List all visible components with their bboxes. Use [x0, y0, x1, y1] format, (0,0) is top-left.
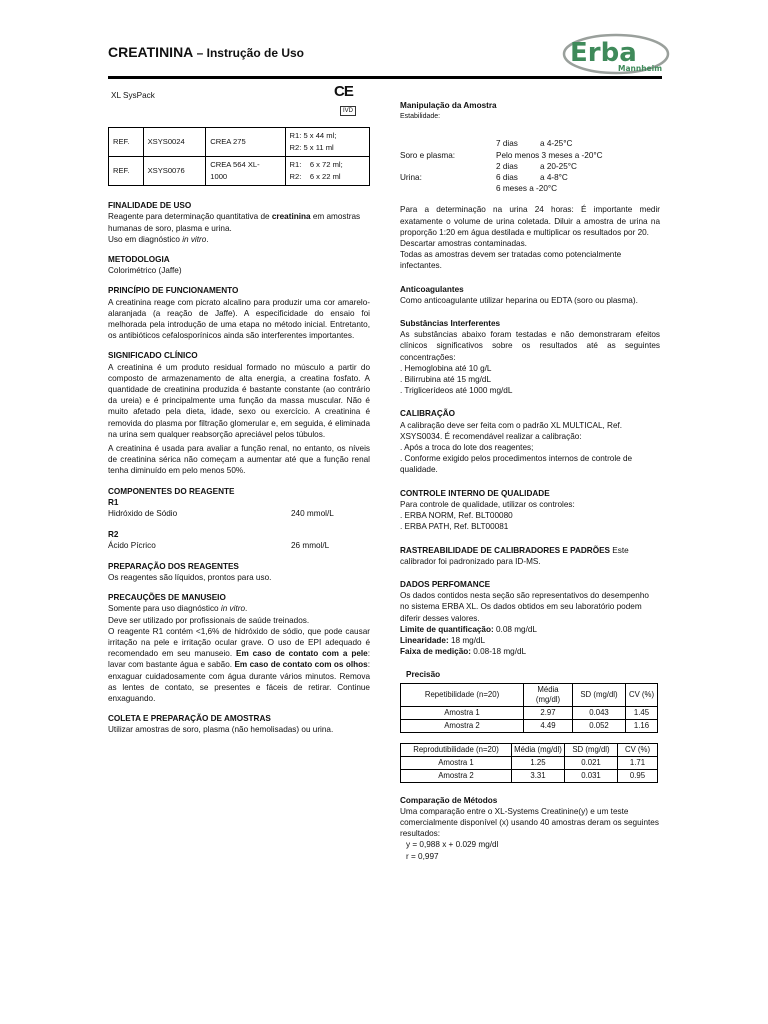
metodologia-text: Colorimétrico (Jaffe) — [108, 266, 182, 276]
table-row: Amostra 2 3.31 0.031 0.95 — [401, 769, 658, 782]
comparacao-text: Uma comparação entre o XL-Systems Creatinine(y) e um teste comercialmente disponível (x) usando 40 amostras deram os seguintes resultados: — [400, 806, 659, 839]
precaucoes-line-3: O reagente R1 contém <1,6% de hidróxido de sódio, que pode causar irritação na pele e irritação ocular grave. O uso de EPI adequado é recomendado em seu manuseio. Em caso de contato com a pele: lavar com bastante água e sabão. Em caso de contato com os olhos: enxaguar cuidadosamente com água durante vários minutos. Remova as lentes de contato, se presentes e fáceis de retirar. Continue enxaguando. — [108, 626, 370, 703]
dados-heading: DADOS PERFOMANCE — [400, 579, 491, 589]
table-header-row: Reprodutibilidade (n=20) Média (mg/dl) SD (mg/dl) CV (%) — [401, 743, 658, 756]
ref-product: CREA 564 XL- 1000 — [206, 157, 285, 186]
interferentes-text: As substâncias abaixo foram testadas e não demonstraram efeitos clínicos significativos sobre os resultados até as seguintes concentrações: — [400, 330, 660, 362]
list-item: . ERBA NORM, Ref. BLT00080 — [400, 511, 513, 521]
list-item: . Triglicerídeos até 1000 mg/dL — [400, 386, 513, 396]
interferentes-heading: Substâncias Interferentes — [400, 319, 501, 329]
significado-text-1: A creatinina é um produto residual formado no músculo a partir do composto de armazenamento de alta energia, a creatina fosfato. A quantidade de creatinina produzida é bastante constante (ao contrário da ureia) e é principalmente uma função da massa muscular. Não é muito afetado pela dieta, idade, sexo ou exercício. A creatinina é removida do plasma por filtração glomerular e, em seguida, é eliminada na urina sem qualquer reabsorção apreciável pelos túbulos. — [108, 362, 370, 439]
table-header-row: Repetibilidade (n=20) Média (mg/dl) SD (mg/dl) CV (%) — [401, 683, 658, 706]
significado-heading: SIGNIFICADO CLÍNICO — [108, 351, 198, 361]
logo-mannheim-text: Mannheim — [618, 64, 663, 73]
ce-mark: CE — [334, 83, 353, 100]
ref-product: CREA 275 — [206, 128, 285, 157]
list-item: . Hemoglobina até 10 g/L — [400, 363, 492, 373]
right-column — [400, 100, 660, 862]
finalidade-text: Reagente para determinação quantitativa de creatinina em amostras humanas de soro, plasma e urina. Uso em diagnóstico in vitro. — [108, 212, 361, 244]
ref-row — [109, 157, 370, 186]
ivd-mark: IVD — [340, 106, 356, 116]
ref-label: REF. — [109, 157, 144, 186]
estabilidade-label: Estabilidade: — [400, 113, 441, 121]
list-item: . Após a troca do lote dos reagentes; — [400, 443, 534, 453]
limite-quantificacao: Limite de quantificação: 0.08 mg/dL — [400, 624, 537, 634]
manipulacao-heading: Manipulação da Amostra — [400, 101, 497, 110]
product-name: XL SysPack — [111, 91, 155, 100]
coleta-heading: COLETA E PREPARAÇÃO DE AMOSTRAS — [108, 714, 271, 724]
finalidade-heading: FINALIDADE DE USO — [108, 201, 192, 211]
list-item: . ERBA PATH, Ref. BLT00081 — [400, 522, 509, 532]
componentes-heading: COMPONENTES DO REAGENTE — [108, 486, 235, 496]
list-item: . Conforme exigido pelos procedimentos internos de controle de qualidade. — [400, 454, 633, 475]
controle-heading: CONTROLE INTERNO DE QUALIDADE — [400, 488, 550, 498]
repetibilidade-table — [400, 683, 658, 733]
precaucoes-line-2: Deve ser utilizado por profissionais de saúde treinados. — [108, 615, 310, 625]
metodologia-heading: METODOLOGIA — [108, 255, 170, 265]
calibracao-text: A calibração deve ser feita com o padrão XL MULTICAL, Ref. XSYS0034. É recomendável realizar a calibração: — [400, 420, 623, 441]
comparacao-heading: Comparação de Métodos — [400, 795, 498, 805]
stability-table: 7 dias a 4-25°C Soro e plasma: Pelo menos 3 meses a -20°C 2 dias a 20-25°C Urina: 6 dias a 4-8°C 6 meses a -20°C — [400, 139, 603, 194]
dados-text: Os dados contidos nesta seção são representativos do desempenho no sistema ERBA XL. Os dados obtidos em seu laboratório podem diferir desses valores. — [400, 591, 649, 623]
precisao-heading: Precisão — [406, 670, 441, 680]
r2-component: Ácido Pícrico 26 mmol/L — [108, 541, 330, 551]
linearidade: Linearidade: 18 mg/dL — [400, 635, 486, 645]
reprodutibilidade-table — [400, 743, 658, 783]
coleta-text: Utilizar amostras de soro, plasma (não hemolisadas) ou urina. — [108, 725, 334, 735]
infectantes-text: Todas as amostras devem ser tratadas como potencialmente infectantes. — [400, 250, 622, 271]
controle-text: Para controle de qualidade, utilizar os controles: — [400, 499, 575, 509]
ref-table — [108, 127, 370, 186]
left-column — [108, 83, 370, 736]
ref-code: XSYS0076 — [143, 157, 206, 186]
correlation-coefficient: r = 0,997 — [406, 851, 439, 861]
header-divider — [108, 76, 662, 79]
anticoagulantes-heading: Anticoagulantes — [400, 284, 464, 294]
ref-volumes: R1: 6 x 72 ml; R2: 6 x 22 ml — [285, 157, 369, 186]
anticoagulantes-text: Como anticoagulante utilizar heparina ou EDTA (soro ou plasma). — [400, 295, 638, 305]
preparacao-heading: PREPARAÇÃO DOS REAGENTES — [108, 561, 239, 571]
table-row: Amostra 1 2.97 0.043 1.45 — [401, 706, 658, 719]
rastreabilidade-text: RASTREABILIDADE DE CALIBRADORES E PADRÕES Este calibrador foi padronizado para ID-MS. — [400, 545, 629, 566]
list-item: . Bilirrubina até 15 mg/dL — [400, 375, 492, 385]
regression-equation: y = 0,988 x + 0.029 mg/dl — [406, 840, 499, 850]
urina-24h-text: Para a determinação na urina 24 horas: É importante medir exatamente o volume de urina coletada. Diluir a amostra de urina na proporção 1:20 em água destilada e multiplicar os resultados por 20. — [400, 205, 660, 237]
ref-row — [109, 128, 370, 157]
document-title: CREATININA – Instrução de Uso — [108, 44, 304, 60]
significado-text-2: A creatinina é usada para avaliar a função renal, no entanto, os níveis de creatinina sérica não começam a aumentar até que a função renal tenha diminuído em pelo menos 50%. — [108, 444, 370, 476]
ref-label: REF. — [109, 128, 144, 157]
table-row: Amostra 2 4.49 0.052 1.16 — [401, 719, 658, 732]
ref-volumes: R1: 5 x 44 ml; R2: 5 x 11 ml — [285, 128, 369, 157]
r1-component: Hidróxido de Sódio 240 mmol/L — [108, 509, 334, 519]
ref-code: XSYS0024 — [143, 128, 206, 157]
preparacao-text: Os reagentes são líquidos, prontos para uso. — [108, 572, 272, 582]
r2-label: R2 — [108, 530, 119, 540]
principio-text: A creatinina reage com picrato alcalino para produzir uma cor amarelo-alaranjada (a reação de Jaffe). A especificidade do ensaio foi melhorada pela introdução de uma etapa no método inicial. Entretanto, os antibióticos cefalosporínicos ainda são interferentes importantes. — [108, 297, 370, 341]
principio-heading: PRINCÍPIO DE FUNCIONAMENTO — [108, 286, 239, 296]
erba-mannheim-logo — [558, 30, 670, 78]
r1-label: R1 — [108, 497, 119, 507]
faixa-medicao: Faixa de medição: 0.08-18 mg/dL — [400, 647, 527, 657]
logo-erba-text: Erba — [570, 38, 637, 68]
precaucoes-heading: PRECAUÇÕES DE MANUSEIO — [108, 593, 226, 603]
calibracao-heading: CALIBRAÇÃO — [400, 409, 456, 419]
precaucoes-line-1: Somente para uso diagnóstico in vitro. — [108, 604, 248, 614]
table-row: Amostra 1 1.25 0.021 1.71 — [401, 756, 658, 769]
descartar-text: Descartar amostras contaminadas. — [400, 239, 527, 249]
